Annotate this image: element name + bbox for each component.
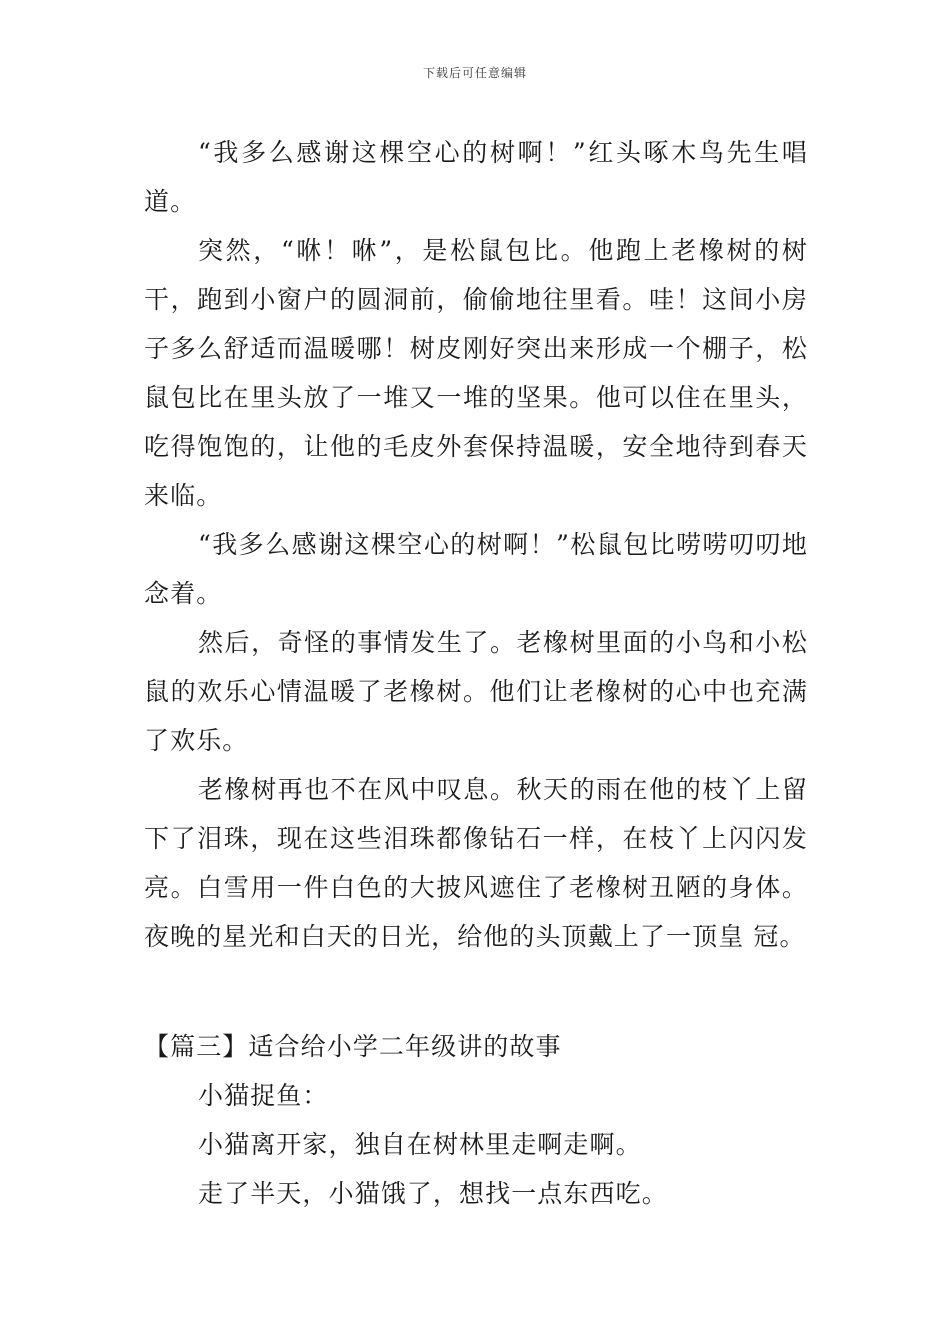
section-heading: 【篇三】适合给小学二年级讲的故事 xyxy=(144,1032,562,1061)
section-three xyxy=(144,1022,808,1218)
page-header: 下载后可任意编辑 xyxy=(422,66,527,80)
paragraph-woodpecker-thanks: “我多么感谢这棵空心的树啊！”红头啄木鸟先生唱道。 xyxy=(144,138,808,216)
story-line: 走了半天，小猫饿了，想找一点东西吃。 xyxy=(198,1179,668,1208)
paragraph-squirrel-thanks: “我多么感谢这棵空心的树啊！”松鼠包比唠唠叨叨地念着。 xyxy=(144,530,808,608)
story-line: 小猫离开家，独自在树林里走啊走啊。 xyxy=(198,1130,642,1159)
paragraph-oak-no-longer-sighs: 老橡树再也不在风中叹息。秋天的雨在他的枝丫上留下了泪珠，现在这些泪珠都像钻石一样，在枝丫上闪闪发亮。白雪用一件白色的大披风遮住了老橡树丑陋的身体。夜晚的星光和白天的日光，给他的头顶戴上了一顶皇 冠。 xyxy=(144,775,808,951)
paragraph-squirrel-arrives: 突然，“咻！咻”，是松鼠包比。他跑上老橡树的树干，跑到小窗户的圆洞前，偷偷地往里看。哇！这间小房子多么舒适而温暖哪！树皮刚好突出来形成一个棚子，松鼠包比在里头放了一堆又一堆的坚果。他可以住在里头，吃得饱饱的，让他的毛皮外套保持温暖，安全地待到春天来临。 xyxy=(144,236,808,510)
story-body xyxy=(144,128,808,961)
story-title: 小猫捉鱼： xyxy=(198,1081,329,1110)
paragraph-strange-thing: 然后，奇怪的事情发生了。老橡树里面的小鸟和小松鼠的欢乐心情温暖了老橡树。他们让老橡树的心中也充满了欢乐。 xyxy=(144,628,808,755)
